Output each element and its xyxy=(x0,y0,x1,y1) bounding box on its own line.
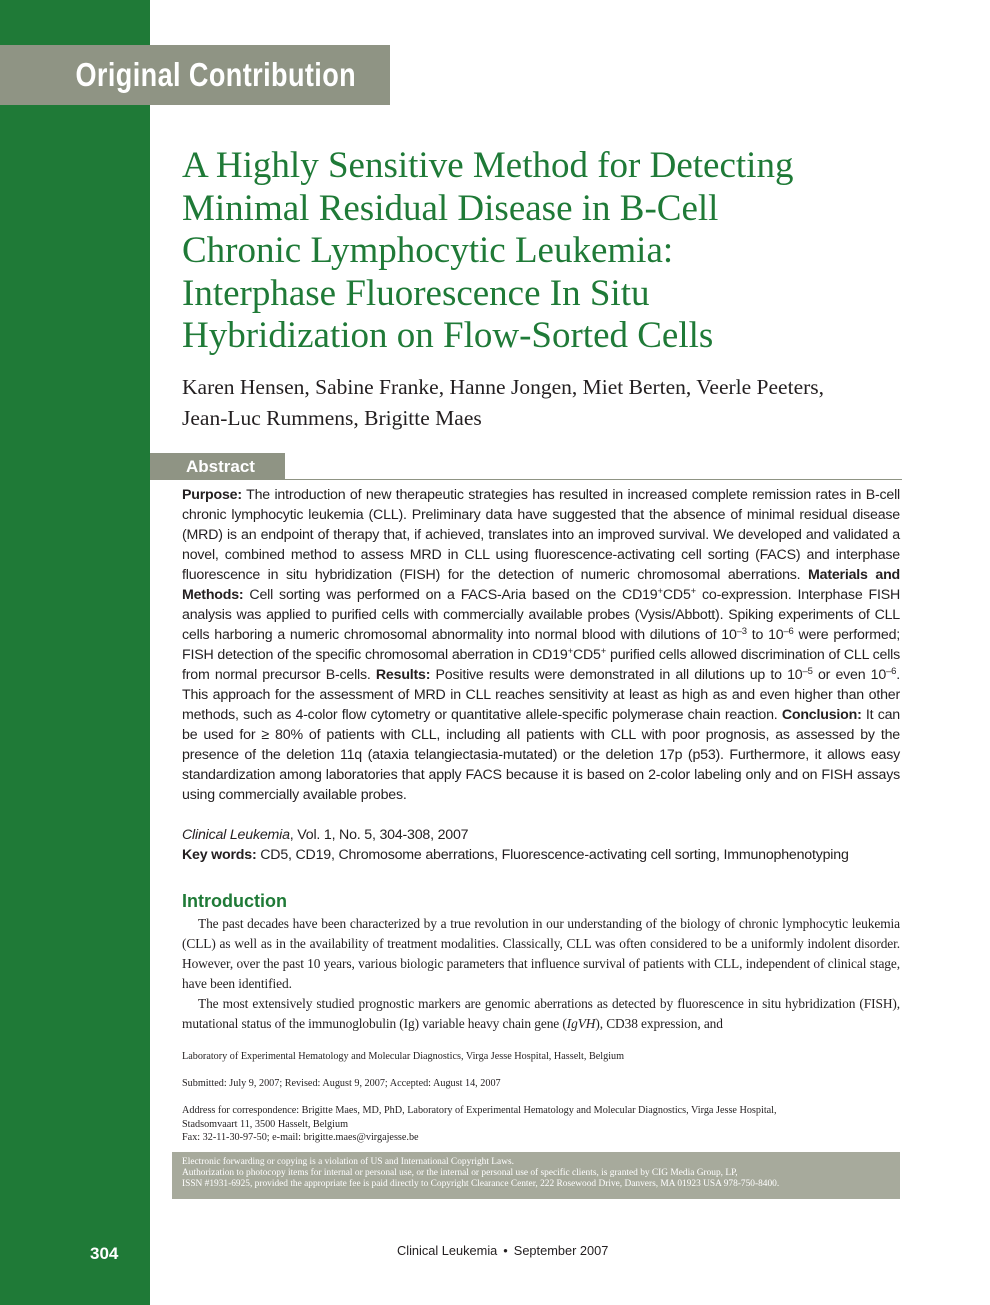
article-title xyxy=(182,145,902,358)
left-green-bar xyxy=(0,0,150,1305)
affiliation: Laboratory of Experimental Hematology and Molecular Diagnostics, Virga Jesse Hospital, Hasselt, Belgium xyxy=(182,1051,625,1062)
correspondence: Address for correspondence: Brigitte Maes, MD, PhD, Laboratory of Experimental Hematology and Molecular Diagnostics, Virga Jesse Hospital, Stadsomvaart 11, 3500 Hasselt, Belgium Fax: 32-11-30-97-50; e-mail: brigitte.maes@virgajesse.be xyxy=(182,1105,777,1143)
conclusion-label: Conclusion: xyxy=(781,707,862,723)
author-line: Jean-Luc Rummens, Brigitte Maes xyxy=(182,406,482,430)
title-line: A Highly Sensitive Method for Detecting xyxy=(182,145,794,186)
intro-paragraph: The past decades have been characterized by a true revolution in our understanding of the biology of chronic lymphocytic leukemia (CLL) as well as in the availability of treatment modalities. Classically, CLL was often considered to be a uniformly indolent disorder. However, over the past 10 years, various biologic parameters that influence survival of patients with CLL, independent of clinical stage, have been identified. xyxy=(182,916,900,991)
abstract-text: Purpose: The introduction of new therapeutic strategies has resulted in increased complete remission rates in B-cell chronic lymphocytic leukemia (CLL). Preliminary data have suggested that the absence of minimal residual disease (MRD) is an endpoint of therapy that, if achieved, translates into an improved survival. We developed and validated a novel, combined method to assess MRD in CLL using fluorescence-activating cell sorting (FACS) and interphase fluorescence in situ hybridization (FISH) for the detection of numeric chromosomal aberrations. Materials and Methods: Cell sorting was performed on a FACS-Aria based on the CD19+CD5+ co-expression. Interphase FISH analysis was applied to purified cells with commercially available probes (Vysis/Abbott). Spiking experiments of CLL cells harboring a numeric chromosomal abnormality into normal blood with dilutions of $10^{-3}$ to $10^{-6}$ were performed; FISH detection of the specific chromosomal aberration in CD19+CD5+ purified cells allowed discrimination of CLL cells from normal precursor B-cells. Results: Positive results were demonstrated in all dilutions up to $10^{-5}$ or even $10^{-6}$. This approach for the assessment of MRD in CLL reaches sensitivity at least as high as and even higher than other methods, such as 4-color flow cytometry or quantitative allele-specific polymerase chain reaction. Conclusion: It can be used for ≥ 80% of patients with CLL, including all patients with CLL with poor prognosis, as assessed by the presence of the deletion 11q (ataxia telangiectasia-mutated) or the deletion 17p (p53). Furthermore, it allows easy standardization among laboratories that apply FACS because it is based on 2-color labeling only and on FISH assays using commercially available probes. xyxy=(182,487,901,803)
results-label: Results: xyxy=(375,667,431,683)
author-line: Karen Hensen, Sabine Franke, Hanne Jongen, Miet Berten, Veerle Peeters, xyxy=(182,375,825,399)
title-line: Chronic Lymphocytic Leukemia: xyxy=(182,230,674,271)
author-list xyxy=(182,372,902,434)
abstract-heading: Abstract xyxy=(150,453,285,480)
copyright-notice: Electronic forwarding or copying is a violation of US and International Copyright Laws. Authorization to photocopy items for internal or personal use, or the internal or personal use of specific clients, is granted by CIG Media Group, LP, ISSN #1931-6925, provided the appropriate fee is paid directly to Copyright Clearance Center, 222 Rosewood Drive, Danvers, MA 01923 USA 978-750-8400. xyxy=(172,1152,900,1199)
purpose-label: Purpose: xyxy=(182,487,242,503)
introduction-heading: Introduction xyxy=(182,891,287,911)
title-line: Minimal Residual Disease in B-Cell xyxy=(182,187,719,229)
abstract-divider xyxy=(285,479,902,480)
intro-paragraph: The most extensively studied prognostic markers are genomic aberrations as detected by fluorescence in situ hybridization (FISH), mutational status of the immunoglobulin (Ig) variable heavy chain gene (IgVH), CD38 expression, and xyxy=(182,996,900,1031)
section-label: Original Contribution xyxy=(75,56,357,93)
submission-dates: Submitted: July 9, 2007; Revised: August 9, 2007; Accepted: August 14, 2007 xyxy=(182,1078,501,1089)
journal-citation: Clinical Leukemia, Vol. 1, No. 5, 304-308, 2007 xyxy=(182,827,469,843)
title-line: Hybridization on Flow-Sorted Cells xyxy=(182,315,714,356)
running-footer: Clinical Leukemia • September 2007 xyxy=(397,1243,609,1258)
page-number: 304 xyxy=(90,1244,119,1263)
keywords: Key words: CD5, CD19, Chromosome aberrations, Fluorescence-activating cell sorting, Immunophenotyping xyxy=(182,847,849,863)
citation-block xyxy=(182,825,900,865)
methods-label: Materials and Methods: xyxy=(182,567,900,603)
section-banner xyxy=(0,45,390,105)
introduction-text xyxy=(182,914,900,1034)
title-line: Interphase Fluorescence In Situ xyxy=(182,272,650,314)
